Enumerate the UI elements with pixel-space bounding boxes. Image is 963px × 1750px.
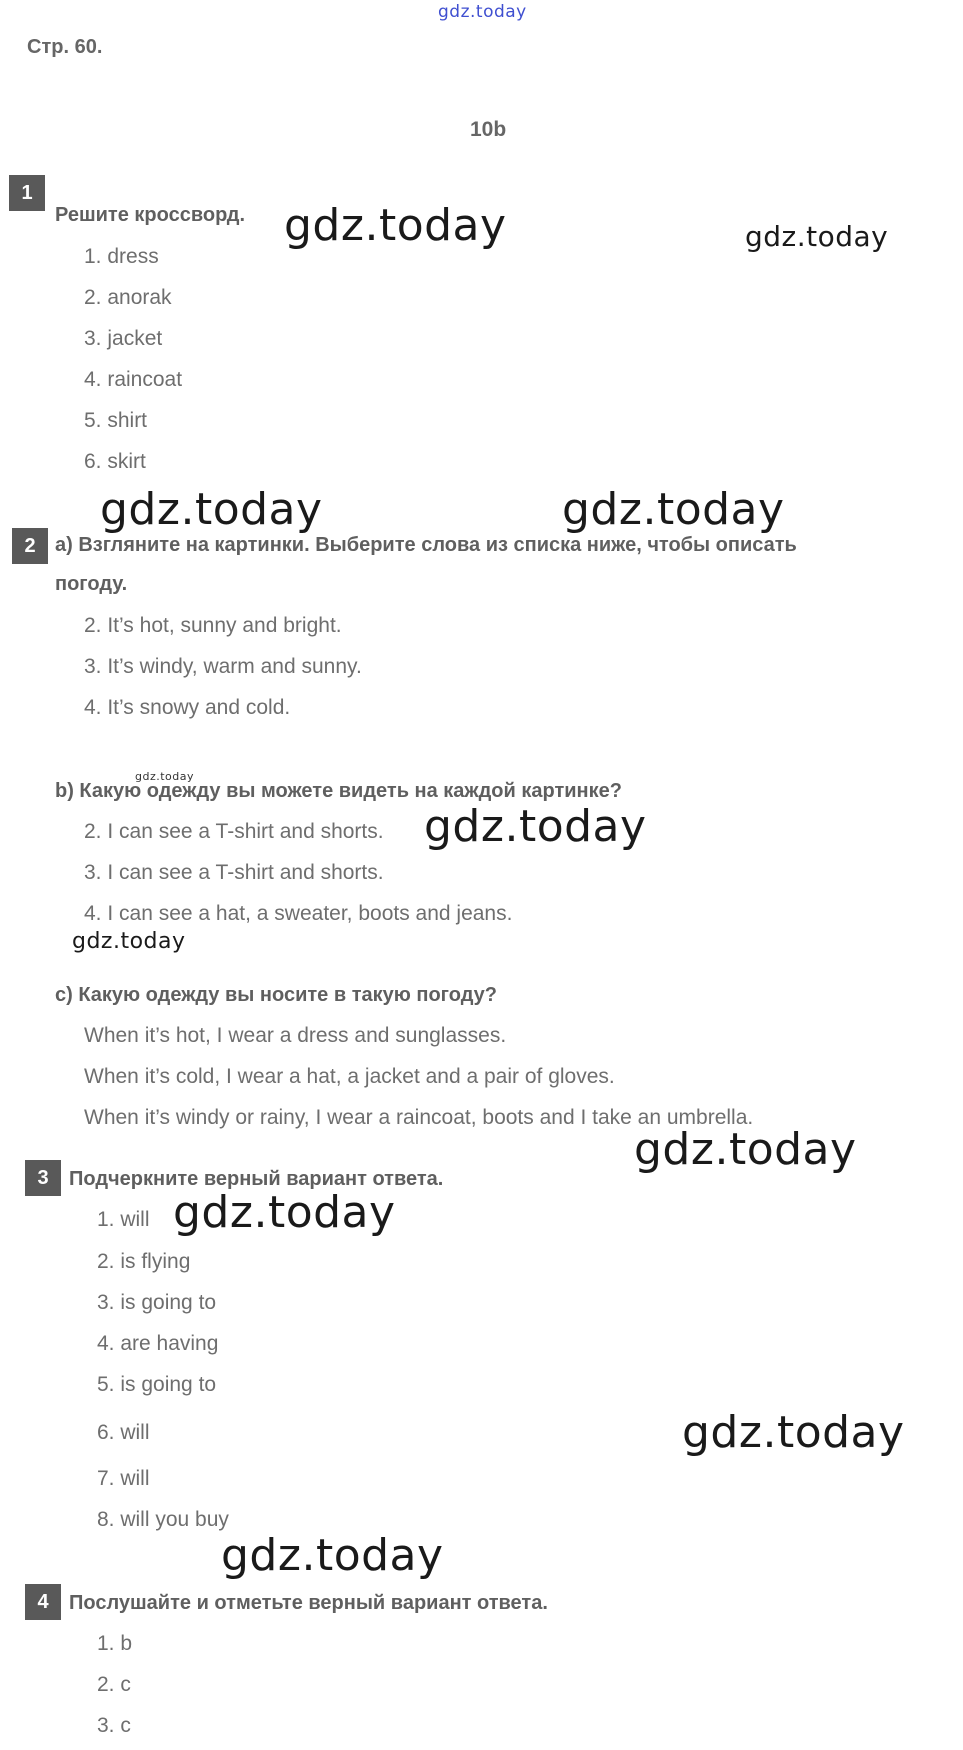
task-3-title: Подчеркните верный вариант ответа. <box>69 1168 444 1190</box>
task-2b-title: b) Какую одежду вы можете видеть на каждой картинке? <box>55 780 622 802</box>
task-3-item: 1. will <box>97 1208 150 1231</box>
task-2c-title: c) Какую одежду вы носите в такую погоду? <box>55 984 497 1006</box>
task-1-item: 6. skirt <box>84 450 146 473</box>
watermark: gdz.today <box>173 1187 396 1238</box>
task-1-item: 4. raincoat <box>84 368 183 391</box>
task-2c-item: When it’s cold, I wear a hat, a jacket and a pair of gloves. <box>84 1065 615 1088</box>
watermark: gdz.today <box>682 1407 905 1458</box>
task-4-item: 2. c <box>97 1673 131 1696</box>
task-2b-item: 2. I can see a T-shirt and shorts. <box>84 820 384 843</box>
task-2-badge: 2 <box>12 528 48 564</box>
task-1-item: 5. shirt <box>84 409 148 432</box>
page-number: Стр. 60. <box>27 36 103 58</box>
task-2b-item: 4. I can see a hat, a sweater, boots and jeans. <box>84 902 513 925</box>
task-3-item: 5. is going to <box>97 1373 217 1396</box>
task-4-item: 1. b <box>97 1632 133 1655</box>
task-3-badge: 3 <box>25 1160 61 1196</box>
section-heading: 10b <box>470 118 507 141</box>
task-1-item: 3. jacket <box>84 327 163 350</box>
task-2a-item: 2. It’s hot, sunny and bright. <box>84 614 342 637</box>
task-3-item: 4. are having <box>97 1332 219 1355</box>
task-2a-item: 4. It’s snowy and cold. <box>84 696 291 719</box>
task-1-item: 2. anorak <box>84 286 172 309</box>
task-1-badge: 1 <box>9 175 45 211</box>
watermark: gdz.today <box>221 1530 444 1581</box>
task-2a-item: 3. It’s windy, warm and sunny. <box>84 655 362 678</box>
task-3-item: 3. is going to <box>97 1291 217 1314</box>
watermark: gdz.today <box>100 484 323 535</box>
watermark: gdz.today <box>72 929 186 954</box>
task-1-item: 1. dress <box>84 245 159 268</box>
watermark: gdz.today <box>284 200 507 251</box>
task-2a-title-continued: погоду. <box>55 573 128 595</box>
watermark: gdz.today <box>438 2 527 22</box>
watermark: gdz.today <box>634 1124 857 1175</box>
task-3-item: 6. will <box>97 1421 150 1444</box>
task-3-item: 2. is flying <box>97 1250 191 1273</box>
task-3-item: 8. will you buy <box>97 1508 229 1531</box>
task-2b-item: 3. I can see a T-shirt and shorts. <box>84 861 384 884</box>
task-4-badge: 4 <box>25 1584 61 1620</box>
task-4-item: 3. c <box>97 1714 131 1737</box>
task-2c-item: When it’s hot, I wear a dress and sunglasses. <box>84 1024 507 1047</box>
task-2a-title: a) Взгляните на картинки. Выберите слова из списка ниже, чтобы описать <box>55 534 797 556</box>
watermark: gdz.today <box>745 220 889 253</box>
watermark: gdz.today <box>562 484 785 535</box>
task-3-item: 7. will <box>97 1467 150 1490</box>
watermark: gdz.today <box>135 770 195 783</box>
task-1-title: Решите кроссворд. <box>55 204 246 226</box>
task-2c-item: When it’s windy or rainy, I wear a raincoat, boots and I take an umbrella. <box>84 1106 754 1129</box>
task-4-title: Послушайте и отметьте верный вариант ответа. <box>69 1592 548 1614</box>
watermark: gdz.today <box>424 801 647 852</box>
